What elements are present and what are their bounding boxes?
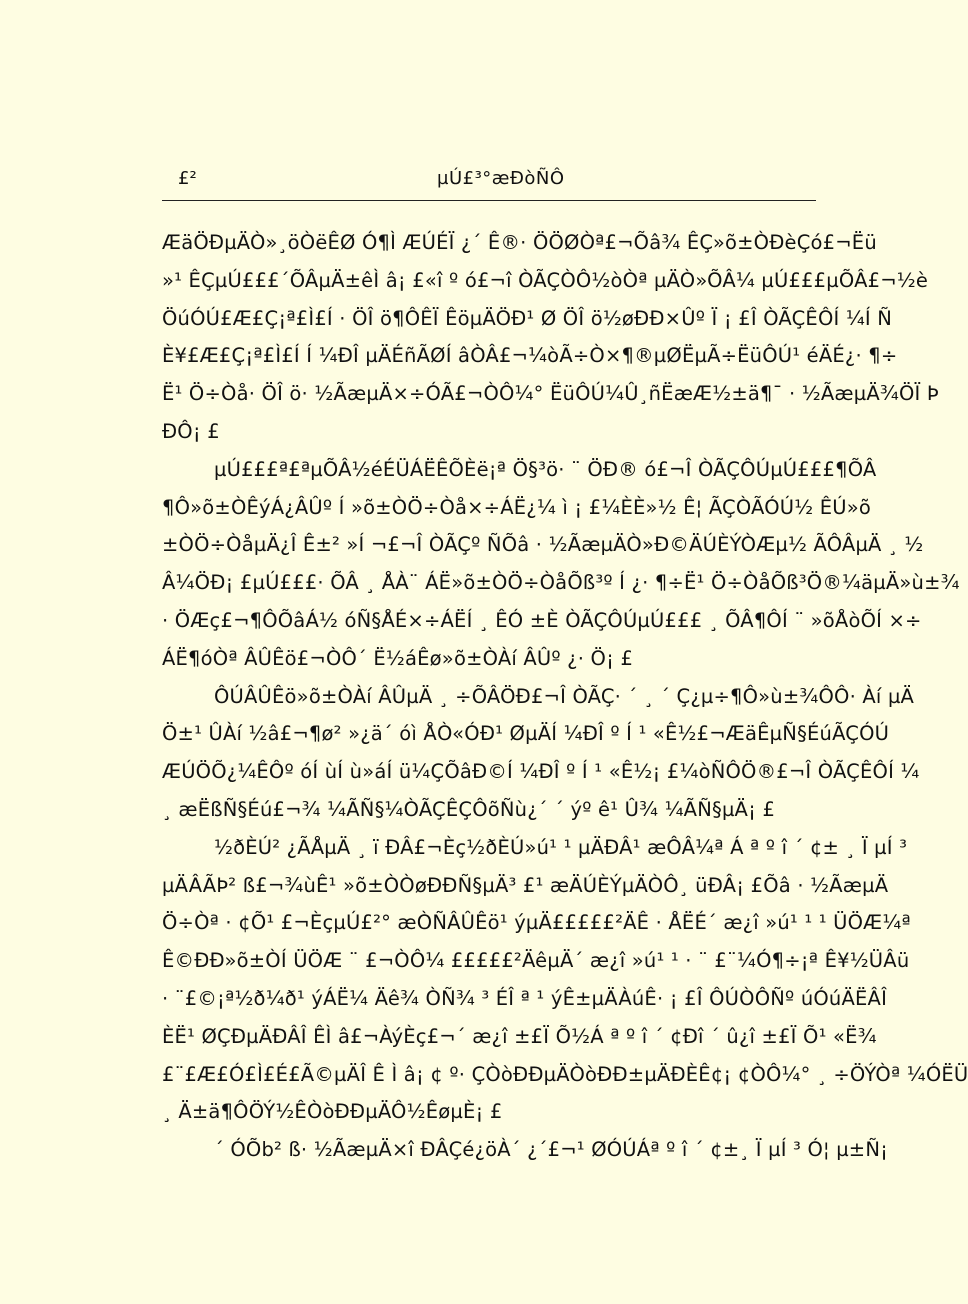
- text-line: ´ ÓÕb² ß· ½ÃæµÄ×î ÐÂÇé¿öÀ´ ¿´£¬¹ ØÓÚÁª º î ´ ¢±¸ Ï µÍ ³ Ó¦ µ±Ñ¡: [214, 1138, 889, 1162]
- text-line: ¸ æËßÑ§Éú£¬¾ ¼ÃÑ§¼ÒÃÇÊÇÔõÑù¿´ ´ ýº ê¹ Û¾ ¼ÃÑ§µÄ¡ £: [162, 797, 776, 821]
- text-line: Â¼ÖÐ¡ £µÚ£££· ÕÂ ¸ ÅÀ¨ ÁË»õ±ÒÖ÷ÒåÕß³º Í ¿· ¶÷Ë¹ Ö÷ÒåÕß³Ö®¼äµÄ»ù±¾: [162, 571, 960, 595]
- text-line: µÄÂÃÞ² ß£¬¾ùÊ¹ »õ±ÒÒøÐÐÑ§µÄ³ £¹ æÄÚÈÝµÄÒÔ¸ üÐÂ¡ £Õâ · ½ÃæµÄ: [162, 873, 889, 897]
- text-line: ½ðÈÚ² ¿ÃÅµÄ ¸ ï ÐÂ£¬Èç½ðÈÚ»ú¹ ¹ µÄÐÂ¹ æÔÂ¼ª Á ª º î ´ ¢± ¸ Ï µÍ ³: [214, 835, 908, 859]
- text-line: È¥£Æ£Ç¡ª£Ì£Í Í ¼ÐÎ µÄÉñÃØÍ âÒÂ£¬¼òÃ÷Ò×¶®µØËµÃ÷ËüÔÚ¹ éÄÉ¿· ¶÷: [162, 344, 898, 368]
- text-line: ÆäÖÐµÄÒ»¸öÒëÊØ Ó¶Ì ÆÚÉÏ ¿´ Ê®· ÖÖØÒª£¬Õâ¾ ÊÇ»õ±ÒÐèÇó£¬Ëü: [162, 231, 877, 254]
- running-title: µÚ£³°æÐòÑÔ: [437, 168, 565, 189]
- text-line: £¨£Æ£Ó£Ì£É£Ã©µÄÎ Ê Ì â¡ ¢ º· ÇÒòÐÐµÄÒòÐÐ±µÄÐÈÊ¢¡ ¢ÒÔ¼° ¸ ÷ÖÝÒª ¼ÓËÜ: [162, 1062, 968, 1086]
- text-line: ¶Ô»õ±ÒÊýÁ¿ÂÛº Í »õ±ÒÖ÷Òå×÷ÁË¿¼ ì ¡ £¼ÈÈ»½ Ê¦ ÃÇÒÃÓÚ½ ÊÚ»õ: [162, 495, 872, 519]
- text-line: ¸ Ä±ä¶ÔÖÝ½ÊÒòÐÐµÄÔ½ÊøµÈ¡ £: [162, 1100, 503, 1124]
- text-line: · ÖÆç£¬¶ÔÕâÁ½ óÑ§ÅÉ×÷ÁËÍ ¸ ÊÓ ±È ÒÃÇÔÚµÚ£££ ¸ ÕÂ¶ÔÍ ¨ »õÅòÕÍ ×÷: [162, 608, 922, 632]
- text-line: Ö±¹ ÛÀí ½â£¬¶ø² »¿ä´ óì ÅÒ«ÓÐ¹ ØµÄÍ ¼ÐÎ º Í ¹ «Ê½£¬ÆäÊµÑ§ÉúÃÇÓÚ: [162, 722, 890, 746]
- page-header: [162, 166, 816, 201]
- text-line: Ö÷Òª · ¢Õ¹ £¬ÈçµÚ£²° æÒÑÂÛÊö¹ ýµÄ£££££²ÄÊ · ÅËÉ´ æ¿î »ú¹ ¹ ¹ ÜÖÆ¼ª: [162, 911, 911, 935]
- text-line: ÆÚÖÕ¿¼ÊÔº óÍ ùÍ ù»áÍ ü¼ÇÕâÐ©Í ¼ÐÎ º Í ¹ «Ê½¡ £¼òÑÔÖ®£¬Î ÒÃÇÊÔÍ ¼: [162, 760, 920, 784]
- page-number: £²: [178, 168, 197, 189]
- text-line: ÐÔ¡ £: [162, 419, 220, 443]
- text-line: Ê©ÐÐ»õ±ÒÍ ÜÖÆ ¨ £¬ÒÔ¼ £££££²ÄêµÄ´ æ¿î »ú¹ ¹ · ¨ £¨¼Ó¶÷¡ª Ê¥½ÜÂü: [162, 949, 910, 973]
- text-line: »¹ ÊÇµÚ£££´ÕÂµÄ±êÌ â¡ £«î º ó£¬î ÒÃÇÒÔ½òÒª µÄÒ»ÕÂ¼ µÚ£££µÕÂ£¬½è: [162, 268, 929, 292]
- text-line: · ¨£©¡ª½ð¼ð¹ ýÁË¼ Äê¾ ÒÑ¾ ³ ÉÎ ª ¹ ýÊ±µÄÀúÊ· ¡ £Î ÔÚÒÔÑº úÓúÄËÂÎ: [162, 986, 888, 1010]
- text-line: ÖúÓÚ£Æ£Ç¡ª£Ì£Í · ÖÎ ö¶ÔÊÏ ÊöµÄÖÐ¹ Ø ÖÎ ö½øÐÐ×Ûº Ï ¡ £Î ÒÃÇÊÔÍ ¼Í Ñ: [162, 306, 893, 330]
- body-text: [162, 224, 968, 1169]
- text-line: Ë¹ Ö÷Òå· ÖÎ ö· ½ÃæµÄ×÷ÓÃ£¬ÒÔ¼° ËüÔÚ¼Û¸ñËæÆ½±ä¶¯ · ½ÃæµÄ¾ÖÏ Þ: [162, 382, 939, 406]
- text-line: ÈË¹ ØÇÐµÄÐÂÎ ÊÌ â£¬ÀýÈç£¬´ æ¿î ±£Ï Õ½Á ª º î ´ ¢Ðî ´ û¿î ±£Ï Õ¹ «Ë¾: [162, 1024, 877, 1048]
- text-line: µÚ£££ª£ªµÕÂ½éÉÜÁËÊÕÈë¡ª Ö§³ö· ¨ ÖÐ® ó£¬Î ÒÃÇÔÚµÚ£££¶ÕÂ: [214, 457, 877, 481]
- text-line: ÔÚÂÛÊö»õ±ÒÀí ÂÛµÄ ¸ ÷ÕÂÖÐ£¬Î ÒÃÇ· ´ ¸ ´ Ç¿µ÷¶Ô»ù±¾ÔÔ· Àí µÄ: [214, 684, 915, 708]
- text-line: ±ÒÖ÷ÒåµÄ¿Î Ê±² »Í ¬£¬Î ÒÃÇº ÑÕâ · ½ÃæµÄÒ»Ð©ÄÚÈÝÒÆµ½ ÃÔÂµÄ ¸ ½: [162, 533, 924, 557]
- text-line: ÁË¶óÒª ÂÛÊö£¬ÒÔ´ Ë½áÊø»õ±ÒÀí ÂÛº ¿· Ö¡ £: [162, 646, 634, 670]
